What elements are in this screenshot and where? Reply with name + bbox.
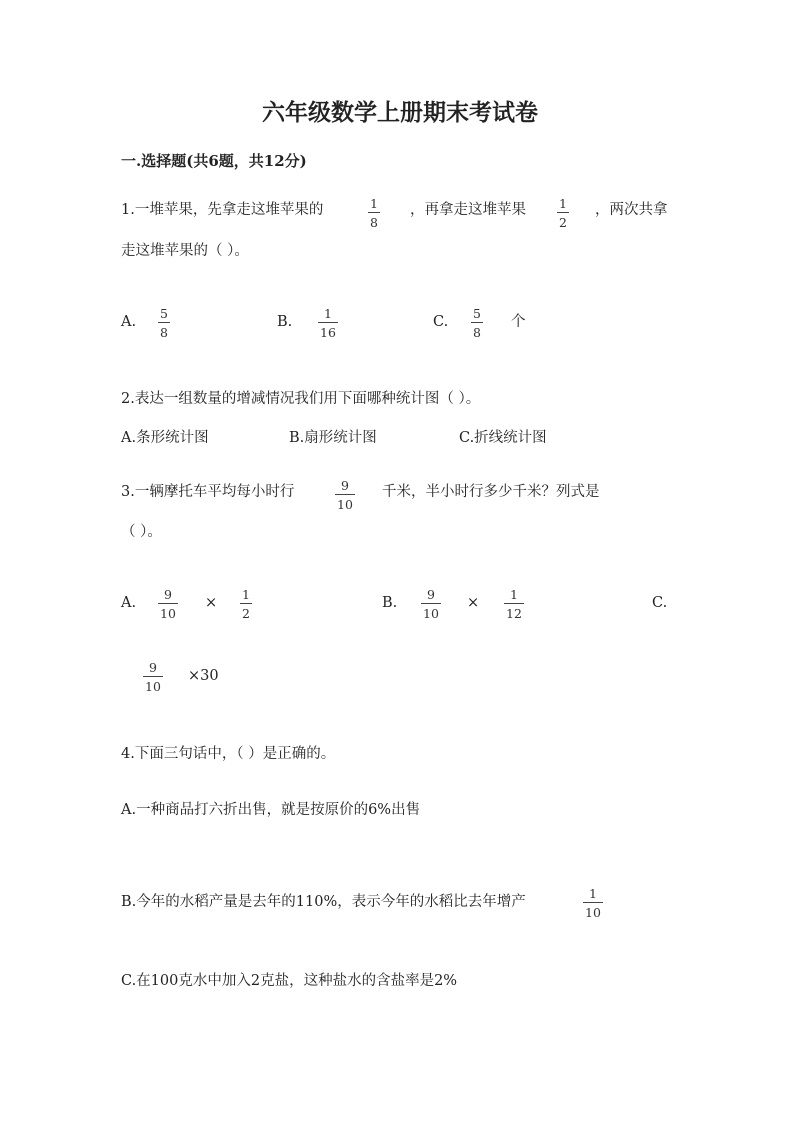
numerator: 5 bbox=[160, 306, 168, 321]
q3-text-line2: （ ）。 bbox=[121, 524, 162, 540]
q1-option-a-label: A. bbox=[121, 314, 137, 330]
denominator: 8 bbox=[160, 325, 168, 340]
denominator: 16 bbox=[320, 325, 336, 340]
q3-option-a-times: × bbox=[205, 595, 218, 611]
fraction-bar bbox=[504, 603, 524, 604]
q2-option-b: B.扇形统计图 bbox=[289, 430, 377, 446]
fraction-bar bbox=[421, 603, 441, 604]
q4-option-b: B.今年的水稻产量是去年的110%，表示今年的水稻比去年增产 bbox=[121, 894, 526, 910]
denominator: 10 bbox=[145, 679, 161, 694]
denominator: 12 bbox=[506, 606, 522, 621]
denominator: 10 bbox=[585, 905, 601, 920]
numerator: 9 bbox=[340, 478, 349, 493]
denominator: 8 bbox=[473, 325, 481, 340]
q1-fraction-2 bbox=[557, 196, 569, 230]
page-title: 六年级数学上册期末考试卷 bbox=[262, 99, 538, 126]
q2-option-c: C.折线统计图 bbox=[459, 430, 547, 446]
numerator: 1 bbox=[370, 196, 378, 211]
q3-option-a-fraction-1 bbox=[158, 587, 178, 621]
q1-option-c-label: C. bbox=[433, 314, 449, 330]
q2-option-a: A.条形统计图 bbox=[121, 430, 209, 446]
q1-text-part3: ，两次共拿 bbox=[595, 202, 668, 218]
denominator: 2 bbox=[242, 606, 250, 621]
q3-text-part1: 3.一辆摩托车平均每小时行 bbox=[121, 484, 295, 500]
fraction-bar bbox=[583, 902, 603, 903]
denominator: 8 bbox=[370, 215, 378, 230]
numerator: 9 bbox=[426, 587, 435, 602]
q3-option-b-label: B. bbox=[382, 595, 398, 611]
q3-option-c-fraction bbox=[143, 660, 163, 694]
fraction-bar bbox=[158, 603, 178, 604]
denominator: 2 bbox=[559, 215, 567, 230]
q3-option-a-label: A. bbox=[121, 595, 137, 611]
q1-option-b-label: B. bbox=[277, 314, 293, 330]
numerator: 1 bbox=[509, 587, 518, 602]
q4-option-b-fraction bbox=[583, 886, 603, 920]
denominator: 10 bbox=[160, 606, 176, 621]
q1-text-part1: 1.一堆苹果，先拿走这堆苹果的 bbox=[121, 202, 324, 218]
numerator: 5 bbox=[473, 306, 481, 321]
q3-fraction bbox=[335, 478, 355, 512]
q1-text-line2: 走这堆苹果的（ ）。 bbox=[121, 243, 249, 259]
q3-option-b-fraction-1 bbox=[421, 587, 441, 621]
q1-option-b-fraction bbox=[318, 306, 338, 340]
fraction-bar bbox=[158, 322, 170, 323]
section-heading: 一.选择题(共6题，共12分) bbox=[121, 152, 307, 170]
fraction-bar bbox=[557, 212, 569, 213]
fraction-bar bbox=[335, 494, 355, 495]
numerator: 1 bbox=[242, 587, 250, 602]
fraction-bar bbox=[368, 212, 380, 213]
q4-option-c: C.在100克水中加入2克盐，这种盐水的含盐率是2% bbox=[121, 973, 458, 989]
q4-option-a: A.一种商品打六折出售，就是按原价的6%出售 bbox=[121, 802, 421, 818]
q1-option-c-fraction bbox=[471, 306, 483, 340]
q4-text: 4.下面三句话中，（ ）是正确的。 bbox=[121, 746, 336, 762]
q2-text: 2.表达一组数量的增减情况我们用下面哪种统计图（ ）。 bbox=[121, 391, 481, 407]
q3-option-b-fraction-2 bbox=[504, 587, 524, 621]
fraction-bar bbox=[318, 322, 338, 323]
q3-option-b-times: × bbox=[467, 595, 480, 611]
q3-option-a-fraction-2 bbox=[240, 587, 252, 621]
fraction-bar bbox=[471, 322, 483, 323]
denominator: 10 bbox=[337, 497, 353, 512]
fraction-bar bbox=[143, 676, 163, 677]
numerator: 9 bbox=[148, 660, 157, 675]
numerator: 1 bbox=[588, 886, 597, 901]
fraction-bar bbox=[240, 603, 252, 604]
q3-option-c-label: C. bbox=[652, 595, 668, 611]
numerator: 9 bbox=[163, 587, 172, 602]
q3-option-c-suffix: ×30 bbox=[188, 668, 219, 684]
numerator: 1 bbox=[559, 196, 567, 211]
q3-text-part2: 千米，半小时行多少千米？列式是 bbox=[382, 484, 600, 500]
numerator: 1 bbox=[323, 306, 332, 321]
q1-option-a-fraction bbox=[158, 306, 170, 340]
q1-text-part2: ，再拿走这堆苹果 bbox=[410, 202, 526, 218]
q1-option-c-suffix: 个 bbox=[511, 314, 526, 330]
denominator: 10 bbox=[423, 606, 439, 621]
q1-fraction-1 bbox=[368, 196, 380, 230]
